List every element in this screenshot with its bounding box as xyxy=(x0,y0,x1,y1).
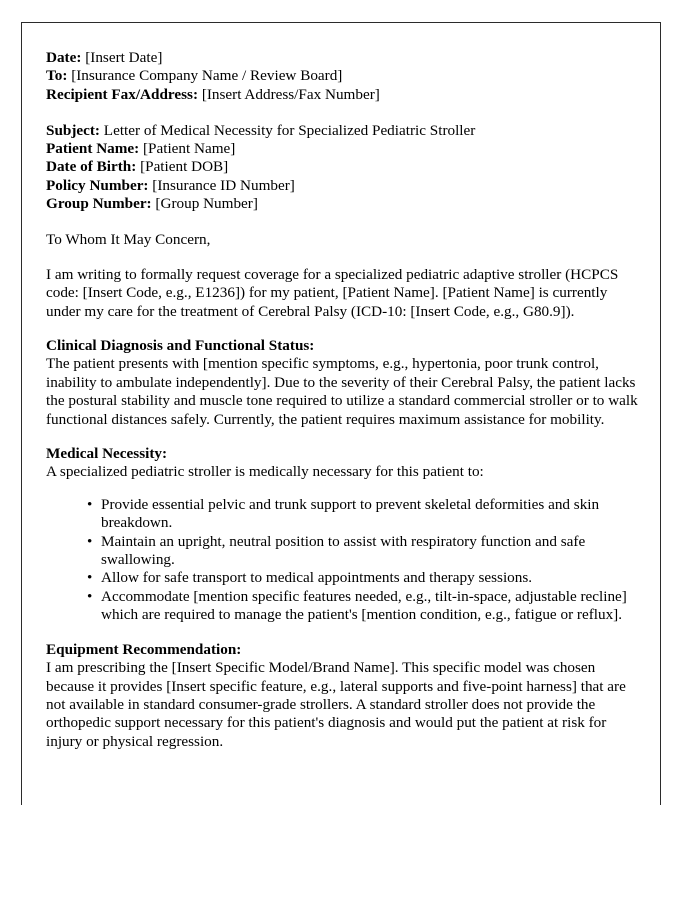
header-field-to xyxy=(46,67,638,85)
subject-field-subject-value: Letter of Medical Necessity for Specialized Pediatric Stroller xyxy=(103,121,476,139)
subject-field-dob-label: Date of Birth: xyxy=(46,158,137,176)
header-field-recipient-value: [Insert Address/Fax Number] xyxy=(201,85,380,103)
subject-field-policy-value: [Insurance ID Number] xyxy=(152,176,295,194)
subject-field-subject-label: Subject: xyxy=(46,121,100,139)
subject-field-patient-name-label: Patient Name: xyxy=(46,140,140,158)
header-field-date-value: [Insert Date] xyxy=(85,49,163,66)
section-heading-equipment-recommendation: Equipment Recommendation: xyxy=(46,640,242,658)
subject-field-dob-value: [Patient DOB] xyxy=(140,158,229,176)
spacer xyxy=(46,321,638,337)
spacer xyxy=(46,104,638,122)
subject-field-subject xyxy=(46,122,638,140)
salutation: To Whom It May Concern, xyxy=(46,231,211,249)
section-body-medical-necessity: A specialized pediatric stroller is medically necessary for this patient to: xyxy=(46,463,484,481)
section-heading-clinical-diagnosis: Clinical Diagnosis and Functional Status: xyxy=(46,337,315,354)
header-field-to-label: To: xyxy=(46,67,68,85)
subject-fields-block xyxy=(46,122,638,213)
necessity-bullet-list xyxy=(46,496,638,625)
subject-field-group-label: Group Number: xyxy=(46,195,152,213)
intro-paragraph: I am writing to formally request coverage for a specialized pediatric adaptive stroller (HCPCS code: [Insert Code, e.g., E1236]) for my patient, [Patient Name]. [Patient Name] is currently under my care for the treatment of Cerebral Palsy (ICD-10: [Insert Code, e.g., G80.9]). xyxy=(46,265,619,320)
spacer xyxy=(46,213,638,231)
section-body-equipment-recommendation: I am prescribing the [Insert Specific Model/Brand Name]. This specific model was chosen because it provides [Insert specific feature, e.g., lateral supports and five-point harness] that are not available in standard consumer-grade strollers. A standard stroller does not provide the orthopedic support necessary for this patient's diagnosis and would put the patient at risk for injury or physical regression. xyxy=(46,659,626,750)
spacer xyxy=(46,625,638,641)
header-fields-block xyxy=(46,49,638,104)
list-item: • Accommodate [mention specific features needed, e.g., tilt-in-space, adjustable recline] which are required to manage the patient's [mention condition, e.g., fatigue or reflux]. xyxy=(87,588,638,625)
header-field-recipient-fax-address xyxy=(46,86,638,104)
header-field-to-value: [Insurance Company Name / Review Board] xyxy=(71,67,343,85)
document-body xyxy=(46,49,638,751)
spacer xyxy=(46,429,638,445)
subject-field-date-of-birth xyxy=(46,158,638,176)
subject-field-policy-number xyxy=(46,177,638,195)
subject-field-group-number xyxy=(46,195,638,213)
header-field-date-label: Date: xyxy=(46,49,82,66)
list-item: • Provide essential pelvic and trunk support to prevent skeletal deformities and skin breakdown. xyxy=(87,496,638,533)
section-body-clinical-diagnosis: The patient presents with [mention specific symptoms, e.g., hypertonia, poor trunk control, inability to ambulate independently]. Due to the severity of their Cerebral Palsy, the patient lacks the postural stability and muscle tone required to utilize a standard commercial stroller or to walk functional distances safely. Currently, the patient requires maximum assistance for mobility. xyxy=(46,355,638,428)
header-field-date xyxy=(46,49,638,67)
subject-field-group-value: [Group Number] xyxy=(155,195,258,213)
section-heading-medical-necessity: Medical Necessity: xyxy=(46,445,168,463)
list-item: • Maintain an upright, neutral position to assist with respiratory function and safe swallowing. xyxy=(87,533,638,570)
document-page xyxy=(21,22,661,805)
list-item: • Allow for safe transport to medical appointments and therapy sessions. xyxy=(87,569,638,587)
header-field-recipient-label: Recipient Fax/Address: xyxy=(46,85,199,103)
spacer xyxy=(46,482,638,496)
subject-field-patient-name-value: [Patient Name] xyxy=(143,140,236,158)
spacer xyxy=(46,250,638,266)
subject-field-patient-name xyxy=(46,140,638,158)
subject-field-policy-label: Policy Number: xyxy=(46,176,149,194)
